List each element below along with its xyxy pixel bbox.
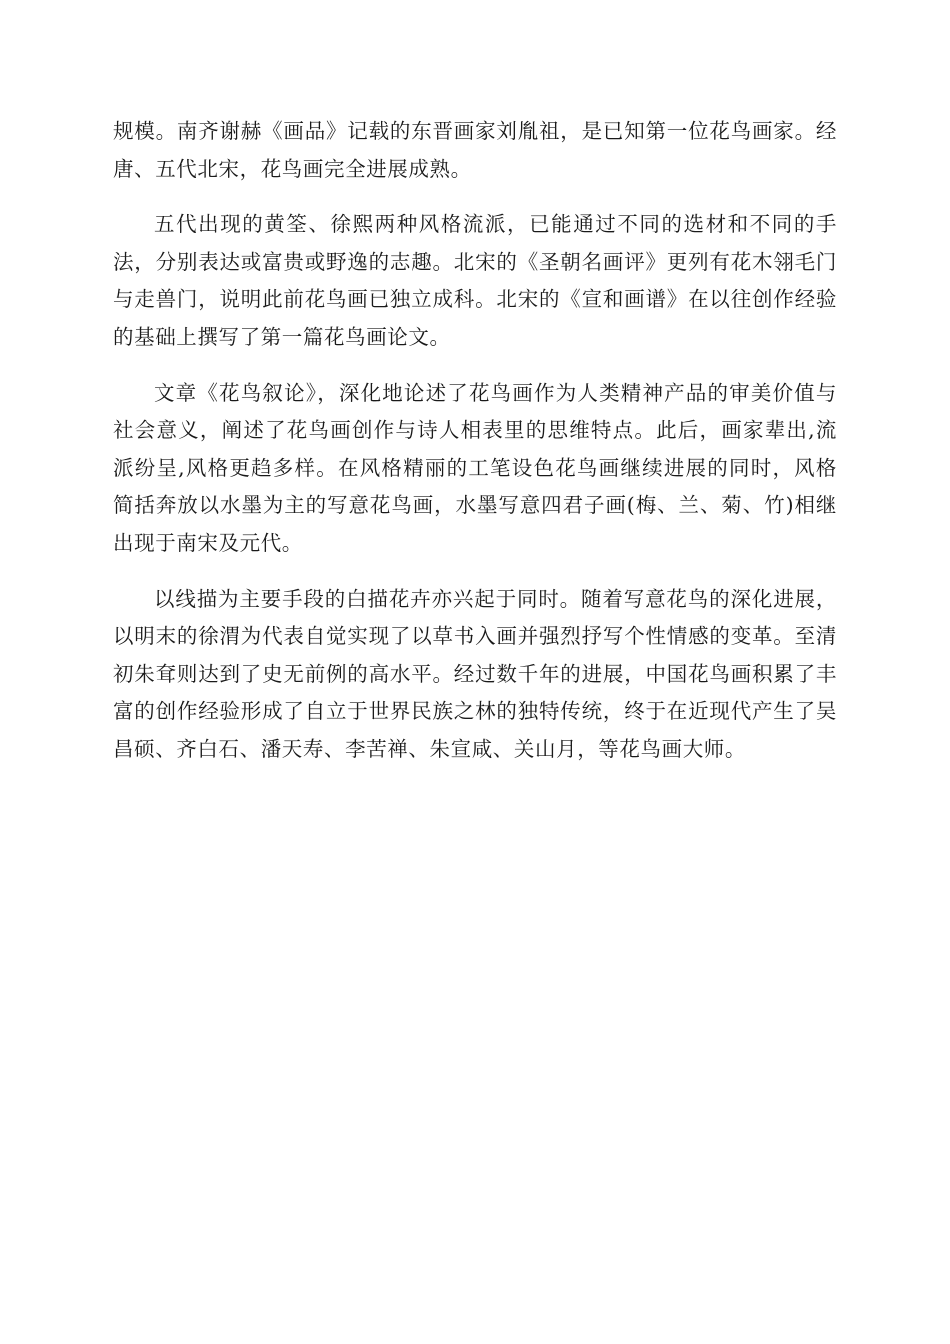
document-page: [113, 113, 837, 787]
paragraph-3: 文章《花鸟叙论》，深化地论述了花鸟画作为人类精神产品的审美价值与社会意义，阐述了花鸟画创作与诗人相表里的思维特点。此后，画家辈出,流派纷呈,风格更趋多样。在风格精丽的工笔设色花鸟画继续进展的同时，风格简括奔放以水墨为主的写意花鸟画，水墨写意四君子画(梅、兰、菊、竹)相继出现于南宋及元代。: [113, 380, 837, 555]
paragraph-4: 以线描为主要手段的白描花卉亦兴起于同时。随着写意花鸟的深化进展，以明末的徐渭为代表自觉实现了以草书入画并强烈抒写个性情感的变革。至清初朱耷则达到了史无前例的高水平。经过数千年的进展，中国花鸟画积累了丰富的创作经验形成了自立于世界民族之林的独特传统，终于在近现代产生了吴昌硕、齐白石、潘天寿、李苦禅、朱宣咸、关山月，等花鸟画大师。: [113, 586, 837, 761]
paragraph-1: 规模。南齐谢赫《画品》记载的东晋画家刘胤祖，是已知第一位花鸟画家。经唐、五代北宋，花鸟画完全进展成熟。: [113, 119, 837, 181]
paragraph-2: 五代出现的黄筌、徐熙两种风格流派，已能通过不同的选材和不同的手法，分别表达或富贵或野逸的志趣。北宋的《圣朝名画评》更列有花木翎毛门与走兽门，说明此前花鸟画已独立成科。北宋的《宣和画谱》在以往创作经验的基础上撰写了第一篇花鸟画论文。: [113, 212, 837, 349]
